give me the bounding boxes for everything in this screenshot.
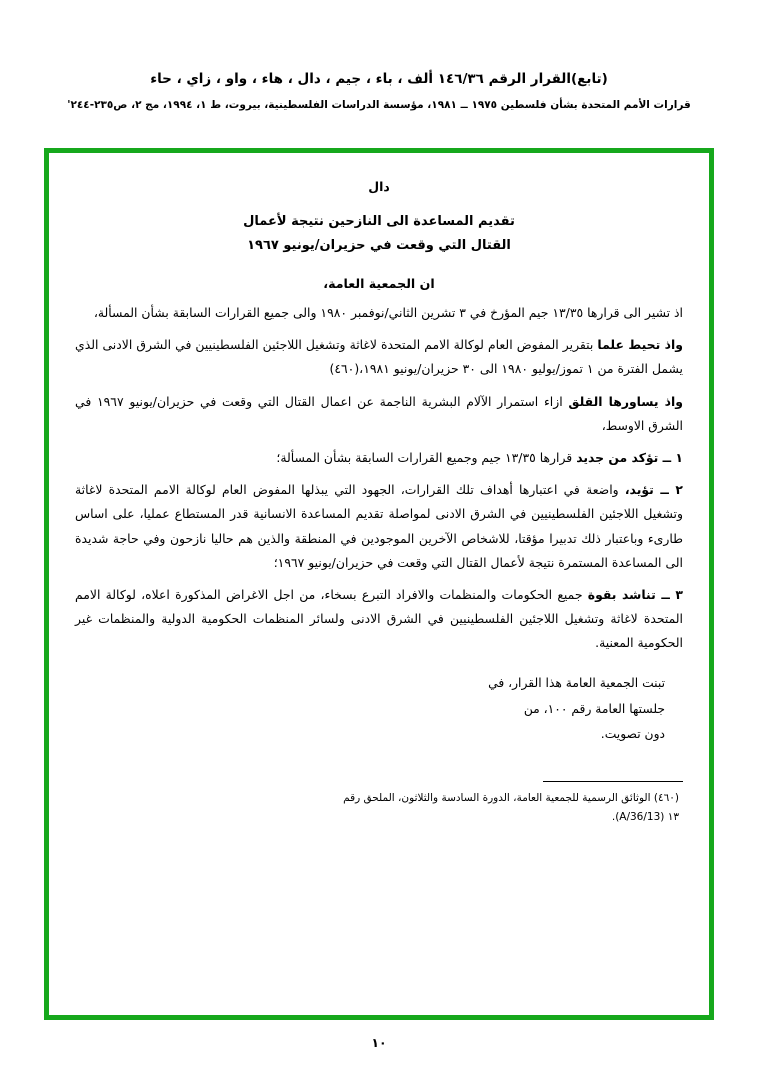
resolution-frame <box>44 148 714 1020</box>
preamble-2-lead: واذ تحيط علما <box>597 337 683 353</box>
footnote-line-2 <box>75 808 679 826</box>
operative-1-lead: ١ ــ تؤكد من جديد <box>576 450 683 466</box>
header-source-citation: قرارات الأمم المتحدة بشأن فلسطين ١٩٧٥ ــ ١٩٨١، مؤسسة الدراسات الفلسطينية، بيروت، ط ١، ١٩٩٤، مج ٢، ص٢٣٥-٢٤٤' <box>67 98 691 111</box>
operative-paragraph-2 <box>75 478 683 575</box>
operative-1-text: قرارها ١٣/٣٥ جيم وجميع القرارات السابقة بشأن المسألة؛ <box>276 450 573 466</box>
preamble-2-text: بتقرير المفوض العام لوكالة الامم المتحدة لاغاثة وتشغيل اللاجئين الفلسطينيين في الشرق الادنى الذي يشمل الفترة من ١ تموز/يوليو ١٩٨٠ الى ٣٠ حزيران/يونيو ١٩٨١،(٤٦٠) <box>75 337 683 377</box>
operative-3-text: جميع الحكومات والمنظمات والافراد التبرع بسخاء، من اجل الاغراض المذكورة اعلاه، لوكالة الامم المتحدة لاغاثة وتشغيل اللاجئين الفلسطينيين في الشرق الادنى ولسائر المنظمات الحكومية الدولية والمنظمات غير الحكومية المعنية. <box>75 586 683 651</box>
operative-paragraph-3 <box>75 583 683 656</box>
preamble-3-text: ازاء استمرار الآلام البشرية الناجمة عن اعمال القتال التي وقعت في حزيران/يونيو ١٩٦٧ في الشرق الاوسط، <box>75 393 683 433</box>
preamble-3-lead: واذ يساورها القلق <box>568 393 683 409</box>
resolution-title-line-1: تقديم المساعدة الى النازحين نتيجة لأعمال <box>243 214 515 229</box>
footnote-document-code: (A/36/13) <box>615 810 665 823</box>
footnote-supplement-number: ١٣ <box>667 810 679 823</box>
resolution-title-line-2: القتال التي وقعت في حزيران/يونيو ١٩٦٧ <box>247 238 511 254</box>
footnote-separator <box>543 781 683 782</box>
preamble-1-text: اذ تشير الى قرارها ١٣/٣٥ جيم المؤرخ في ٣ تشرين الثاني/نوفمبر ١٩٨٠ والى جميع القرارات السابقة بشأن المسألة، <box>93 305 683 321</box>
preamble-paragraph-2 <box>75 333 683 381</box>
header-title: (تابع)القرار الرقم ١٤٦/٣٦ ألف ، باء ، جيم ، دال ، هاء ، واو ، زاي ، حاء <box>150 71 608 87</box>
operative-2-lead: ٢ ــ تؤيد، <box>624 482 683 498</box>
resolution-title <box>75 210 683 258</box>
preamble-paragraph-1 <box>75 301 683 325</box>
footnote <box>75 789 683 826</box>
page-number: ١٠ <box>371 1035 387 1050</box>
document-header <box>0 70 758 113</box>
footnote-period: . <box>611 810 616 823</box>
adoption-line-1: تبنت الجمعية العامة هذا القرار، في <box>488 675 665 690</box>
footnote-line-1: (٤٦٠) الوثائق الرسمية للجمعية العامة، الدورة السادسة والثلاثون، الملحق رقم <box>343 792 679 805</box>
preamble-paragraph-3 <box>75 390 683 438</box>
adoption-note <box>75 672 683 748</box>
resolution-letter-mark: دال <box>368 179 390 194</box>
resolution-content <box>75 179 683 997</box>
resolution-body <box>75 301 683 655</box>
adoption-line-2: جلستها العامة رقم ١٠٠، من <box>523 701 665 716</box>
operative-3-lead: ٣ ــ تناشد بقوة <box>587 586 683 602</box>
adoption-line-3: دون تصويت. <box>600 727 665 742</box>
resolution-opening: ان الجمعية العامة، <box>323 276 435 292</box>
operative-2-text: واضعة في اعتبارها أهداف تلك القرارات، الجهود التي يبذلها المفوض العام لوكالة الامم المتحدة لاغاثة وتشغيل اللاجئين الفلسطينيين في الشرق الادنى لمواصلة تقديم المساعدة الانسانية قدر المستطاع عمليا، على اساس طارىء وباعتبار ذلك تدبيرا مؤقتا، للاشخاص الآخرين الموجودين في المنطقة والذين هم حاليا نازحون وفي حاجة شديدة الى المساعدة المستمرة نتيجة لأعمال القتال التي وقعت في حزيران/يونيو ١٩٦٧؛ <box>75 482 683 570</box>
operative-paragraph-1 <box>75 446 683 470</box>
